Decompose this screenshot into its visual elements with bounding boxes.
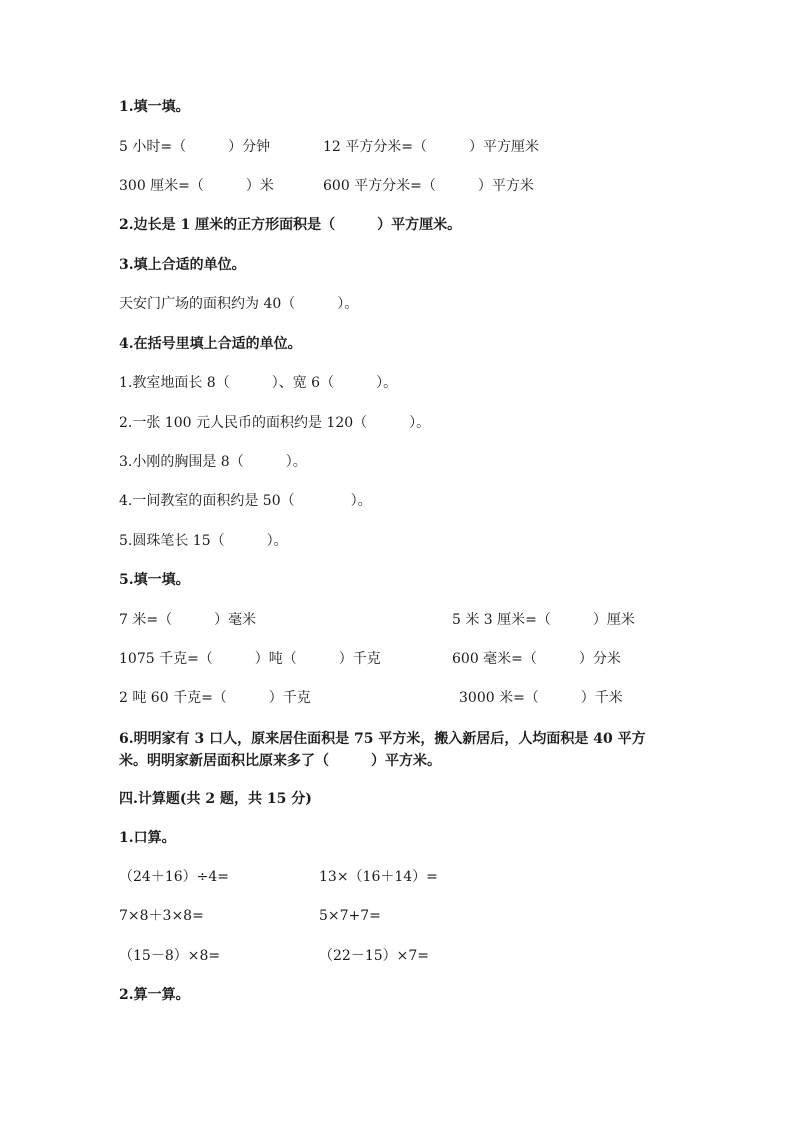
- q4-item: 1.教室地面长 8（ ）、宽 6（ ）。: [119, 375, 398, 391]
- q1-row2-col2: 600 平方分米=（ ）平方米: [323, 178, 534, 194]
- q5-title: 5.填一填。: [119, 572, 190, 588]
- q4-item: 5.圆珠笔长 15（ ）。: [119, 533, 288, 549]
- calc-row2-col1: 7×8＋3×8=: [119, 908, 204, 924]
- q4-item: 2.一张 100 元人民币的面积约是 120（ ）。: [119, 415, 431, 431]
- q4-item: 3.小刚的胸围是 8（ ）。: [119, 454, 307, 470]
- calc-row3-col1: （15－8）×8=: [119, 948, 221, 964]
- q1-row1-col1: 5 小时=（ ）分钟: [119, 139, 271, 155]
- q5-row2-col2: 600 毫米=（ ）分米: [452, 651, 621, 667]
- q3-line: 天安门广场的面积约为 40（ ）。: [119, 296, 359, 312]
- calc-row1-col1: （24＋16）÷4=: [119, 869, 229, 885]
- q5-row3-col1: 2 吨 60 千克=（ ）千克: [119, 690, 311, 706]
- q5-row2-col1: 1075 千克=（ ）吨（ ）千克: [119, 651, 381, 667]
- calc-row3-col2: （22－15）×7=: [319, 948, 429, 964]
- q1-row1-col2: 12 平方分米=（ ）平方厘米: [323, 139, 539, 155]
- calc-row1-col2: 13×（16＋14）=: [319, 869, 438, 885]
- section4-sub1: 1.口算。: [119, 830, 176, 846]
- q5-row1-col2: 5 米 3 厘米=（ ）厘米: [452, 612, 635, 628]
- q2-text: 2.边长是 1 厘米的正方形面积是（ ）平方厘米。: [119, 217, 462, 233]
- q1-title: 1.填一填。: [119, 99, 190, 115]
- q1-row2-col1: 300 厘米=（ ）米: [119, 178, 274, 194]
- q4-title: 4.在括号里填上合适的单位。: [119, 336, 302, 352]
- q5-row3-col2: 3000 米=（ ）千米: [459, 690, 623, 706]
- section4-sub2: 2.算一算。: [119, 987, 190, 1003]
- q5-row1-col1: 7 米=（ ）毫米: [119, 612, 257, 628]
- q4-item: 4.一间教室的面积约是 50（ ）。: [119, 493, 372, 509]
- calc-row2-col2: 5×7+7=: [319, 908, 381, 924]
- q3-title: 3.填上合适的单位。: [119, 257, 246, 273]
- q6-text: 6.明明家有 3 口人，原来居住面积是 75 平方米，搬入新居后，人均面积是 40 平方米。明明家新居面积比原来多了（ ）平方米。: [119, 731, 646, 769]
- section4-title: 四.计算题(共 2 题，共 15 分): [119, 791, 312, 807]
